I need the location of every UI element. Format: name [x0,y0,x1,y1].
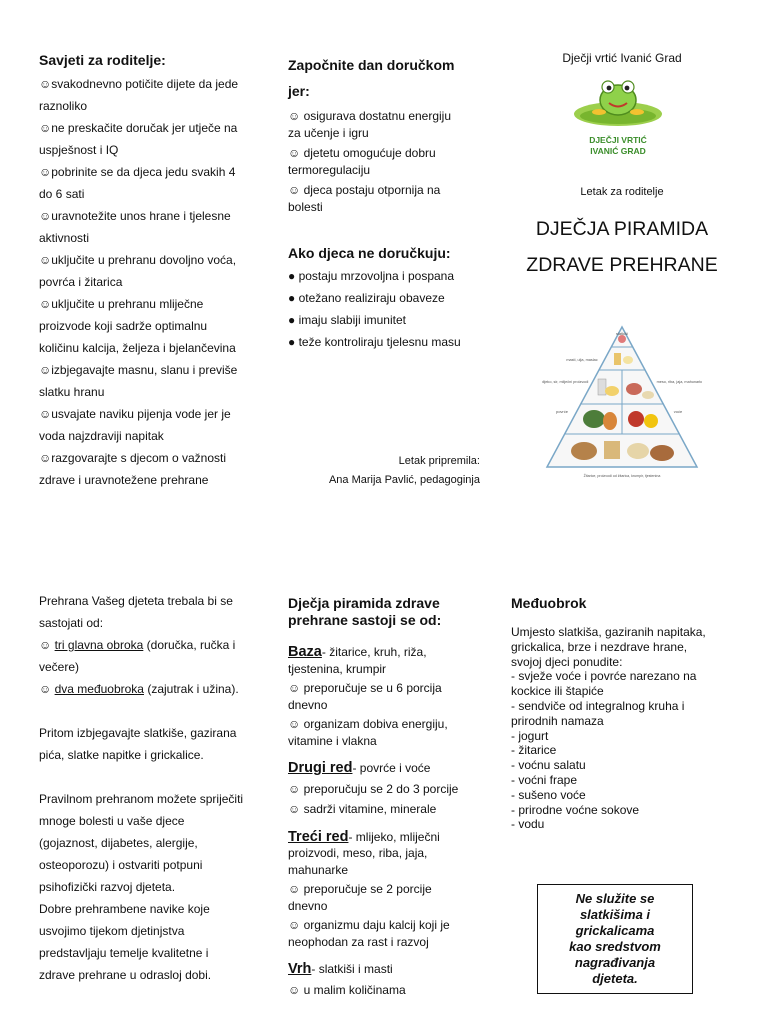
leaflet-title-line: DJEČJA PIRAMIDA [535,218,709,240]
callout-line: kao sredstvom [569,939,661,954]
logo-text-line: IVANIĆ GRAD [590,146,646,156]
nutrition-intro [39,590,264,986]
breakfast-title-line: Započnite dan doručkom [288,57,455,73]
tip-line: voda najzdraviji napitak [39,429,164,443]
breakfast-title-line: jer: [288,83,310,99]
reward-warning-box [537,884,693,994]
tip-line: uspješnost i IQ [39,143,119,157]
meal-text: (doručka, ručka i [143,638,236,652]
section-point: dnevno [288,898,328,913]
composition-title-line: Dječja piramida zdrave [288,595,440,611]
section-point: ☺ organizam dobiva energiju, [288,717,448,731]
breakfast-reasons [288,108,488,215]
tip-line: proizvode koji sadrže optimalnu [39,319,208,333]
para-line: usvojimo tijekom djetinjstva [39,924,185,938]
leaflet-title [505,211,739,283]
meal-item [39,678,264,700]
tip-line: aktivnosti [39,231,90,245]
section-desc: tjestenina, krumpir [288,661,387,676]
reason-line: termoregulaciju [288,162,371,177]
section-point: ☺ preporučuje se u 6 porcija [288,681,442,695]
tip-line: ☺svakodnevno potičite dijete da jede [39,77,239,91]
reason-item [288,108,488,141]
tip-line: raznoliko [39,99,88,113]
para-line: Pravilnom prehranom možete spriječiti [39,792,244,806]
callout-line: Ne služite se [575,891,655,906]
leaflet-label: Letak za roditelje [580,186,664,198]
tips-title: Savjeti za roditelje: [39,52,166,68]
no-breakfast-list [288,265,488,353]
pyramid-label: slatkiši [615,331,629,336]
snack-line: - sendviče od integralnog kruha i [511,698,685,713]
reason-item [288,145,488,178]
logo-text-line: DJEČJI VRTIĆ [589,135,647,145]
snack-line: - jogurt [511,728,549,743]
callout-line: djeteta. [592,971,638,986]
tip-line: ☺uključite u prehranu dovoljno voća, [39,253,237,267]
callout-line: slatkišima i [579,907,651,922]
breakfast-title [288,52,454,104]
callout-line: nagrađivanja [574,955,656,970]
section-name: Baza [288,644,322,660]
section-point: ☺ sadrži vitamine, minerale [288,802,437,816]
intro-line: sastojati od: [39,616,104,630]
tip-line: ☺uravnotežite unos hrane i tjelesne [39,209,231,223]
section-desc: - slatkiši i masti [311,962,393,976]
callout-line: grickalicama [575,923,655,938]
pyramid-label: mlijeko, sir, mliječni proizvodi [542,380,589,384]
section-desc: proizvodi, meso, riba, jaja, [288,846,428,860]
para-line: Dobre prehrambene navike koje [39,902,210,916]
pyramid-section-base [288,644,488,749]
snack-line: - voćnu salatu [511,758,586,773]
snack-line: kockice ili štapiće [511,684,604,699]
para-line: zdrave prehrane u odrasloj dobi. [39,968,212,982]
pyramid-icon [542,325,702,481]
tip-line: ☺uključite u prehranu mliječne [39,297,204,311]
smiley-icon: ☺ [39,682,55,696]
tips-list [39,73,264,491]
section-point: dnevno [288,697,328,712]
meal-text: večere) [39,660,80,674]
section-point: ☺ u malim količinama [288,982,406,997]
tip-line: ☺izbjegavajte masnu, slanu i previše [39,363,238,377]
para-line: predstavljaju temelje kvalitetne i [39,946,209,960]
reason-line: za učenje i igru [288,125,369,140]
section-desc: - mlijeko, mliječni [348,829,440,844]
tip-line: povrća i žitarica [39,275,123,289]
para-line: mnoge bolesti u vaše djece [39,814,185,828]
snack-line: - žitarice [511,743,557,758]
bullet-item: ● otežano realiziraju obaveze [288,291,445,305]
frog-icon [570,74,666,166]
leaflet-title-line: ZDRAVE PREHRANE [526,254,718,276]
pyramid-section-third [288,829,488,951]
section-desc: mahunarke [288,862,349,877]
snack-line: - prirodne voćne sokove [511,802,640,817]
section-point: ☺ preporučuju se 2 do 3 porcije [288,781,459,796]
section-point: neophodan za rast i razvoj [288,934,429,949]
tip-line: zdrave i uravnotežene prehrane [39,473,209,487]
pyramid-label: voće [673,409,683,414]
section-desc: - povrće i voće [352,761,431,775]
avoid-line: Pritom izbjegavajte slatkiše, gazirana [39,726,237,740]
tip-line: ☺ne preskačite doručak jer utječe na [39,121,238,135]
reason-line: bolesti [288,199,323,214]
pyramid-section-second [288,760,488,818]
prepared-label: Letak pripremila: [398,455,480,467]
section-point: vitamine i vlakna [288,733,377,748]
snack-line: - vodu [511,817,545,832]
tip-line: ☺pobrinite se da djeca jedu svakih 4 [39,165,236,179]
section-name: Drugi red [288,760,353,776]
pyramid-composition-title [288,595,441,628]
tip-line: do 6 sati [39,187,85,201]
tip-line: količinu kalcija, željeza i bjelančevina [39,341,236,355]
meal-text: (zajutrak i užina). [143,682,239,696]
pyramid-label: meso, riba, jaja, mahunarke [656,380,702,384]
section-name: Vrh [288,961,312,977]
snack-list [511,625,736,832]
snack-line: - svježe voće i povrće narezano na [511,669,697,684]
avoid-line: pića, slatke napitke i grickalice. [39,748,204,762]
para-line: psihofizički razvoj djeteta. [39,880,176,894]
reason-item [288,182,488,215]
pyramid-sections [288,644,488,998]
pyramid-section-top [288,961,488,998]
section-desc: - žitarice, kruh, riža, [321,645,427,659]
tip-line: slatku hranu [39,385,105,399]
prepared-by [288,452,480,490]
para-line: osteoporozu) i ostvariti potpuni [39,858,203,872]
reason-line: ☺ djetetu omogućuje dobru [288,146,436,160]
snack-line: Umjesto slatkiša, gaziranih napitaka, [511,625,706,639]
section-point: ☺ preporučuje se 2 porcije [288,882,432,896]
tip-line: ☺usvajate naviku pijenja vode jer je [39,407,231,421]
bullet-item: ● imaju slabiji imunitet [288,313,406,327]
tip-line: ☺razgovarajte s djecom o važnosti [39,451,227,465]
section-name: Treći red [288,828,349,845]
bullet-item: ● teže kontroliraju tjelesnu masu [288,335,461,349]
snack-line: prirodnih namaza [511,713,604,728]
reason-line: ☺ osigurava dostatnu energiju [288,109,452,123]
pyramid-label: Žitarice, proizvodi od žitarica, krumpir, tjestenina [583,474,661,478]
snack-title: Međuobrok [511,595,587,611]
food-pyramid-image [542,325,702,481]
prepared-name: Ana Marija Pavlić, pedagoginja [328,474,480,486]
snack-line: - voćni frape [511,772,578,787]
composition-title-line: prehrane sastoji se od: [288,611,442,628]
snack-line: - sušeno voće [511,787,586,802]
pyramid-label: povrće [555,409,569,414]
bullet-item: ● postaju mrzovoljna i pospana [288,269,455,283]
section-point: ☺ organizmu daju kalcij koji je [288,918,450,932]
snack-line: grickalica, brze i nezdrave hrane, [511,639,688,654]
reason-line: ☺ djeca postaju otpornija na [288,183,441,197]
kindergarten-logo [570,74,666,166]
kindergarten-name: Dječji vrtić Ivanić Grad [562,51,682,65]
snacks-label: dva međuobroka [54,682,144,696]
main-meals-label: tri glavna obroka [54,638,144,652]
intro-line: Prehrana Vašeg djeteta trebala bi se [39,594,233,608]
meal-item [39,634,264,656]
snack-line: svojoj djeci ponudite: [511,654,623,669]
pyramid-label: masti, ulja, maslac [566,358,598,362]
para-line: (gojaznost, dijabetes, alergije, [39,836,198,850]
smiley-icon: ☺ [39,638,55,652]
no-breakfast-title: Ako djeca ne doručkuju: [288,245,451,261]
